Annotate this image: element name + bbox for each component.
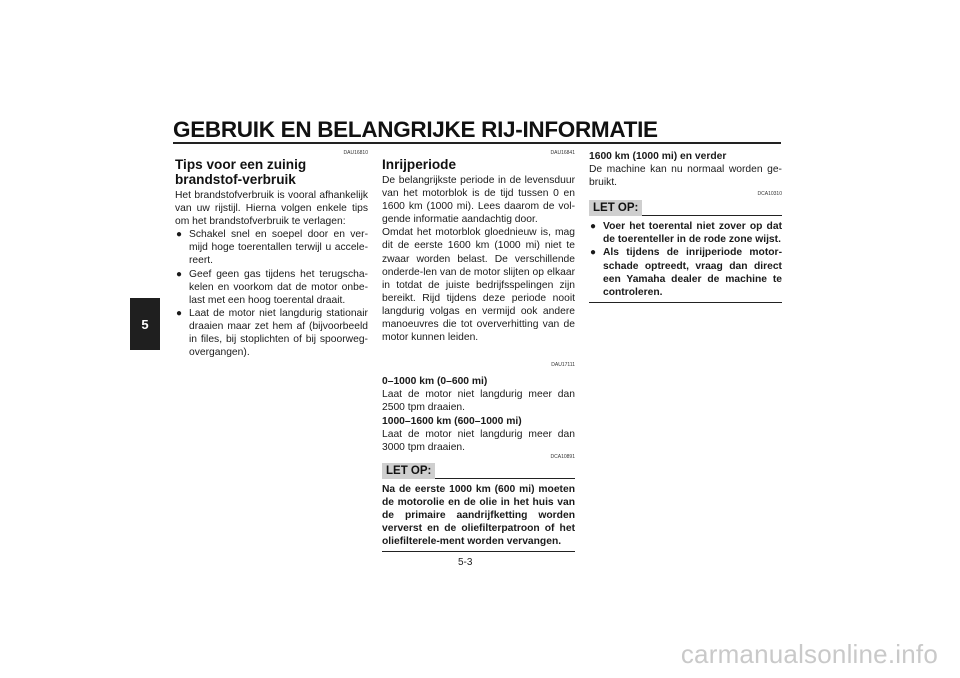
list-item-text: Voer het toerental niet zover op dat de toerenteller in de rode zone wijst. bbox=[603, 221, 782, 246]
column-fuel-tips bbox=[175, 150, 368, 359]
section-heading-fuel-tips: Tips voor een zuinig brandstof-verbruik bbox=[175, 157, 307, 187]
notice-rule bbox=[642, 215, 782, 216]
chapter-tab: 5 bbox=[130, 298, 160, 350]
bullet-icon: ● bbox=[590, 247, 597, 259]
section-code: DCA10310 bbox=[757, 191, 782, 198]
subheading: 1000–1600 km (600–1000 mi) bbox=[382, 415, 522, 427]
page-title: GEBRUIK EN BELANGRIJKE RIJ-INFORMATIE bbox=[173, 117, 658, 142]
column-break-in bbox=[382, 150, 575, 552]
bullet-icon: ● bbox=[176, 268, 183, 280]
list-item bbox=[175, 228, 368, 267]
notice-label: LET OP: bbox=[382, 463, 435, 479]
list-item bbox=[175, 307, 368, 359]
section-code: DCA10891 bbox=[550, 453, 575, 460]
paragraph: Laat de motor niet langdurig meer dan 3000 tpm draaien. bbox=[382, 428, 575, 453]
paragraph: Omdat het motorblok gloednieuw is, mag dit de eerste 1600 km (1000 mi) niet te zwaar worden belast. De verschillende onderde-len van de motor slijten op elkaar in totdat de juiste bedrijfsspelingen zijn bereikt. Rijd tijdens deze periode nooit langdurig volgas en vermijd ook andere manoeuvres die tot oververhitting van de motor kunnen leiden. bbox=[382, 227, 575, 344]
section-code: DAU17111 bbox=[551, 362, 575, 369]
section-code: DAU16841 bbox=[550, 150, 575, 156]
paragraph: Het brandstofverbruik is vooral afhankelijk van uw rijstijl. Hierna volgen enkele tips om het brandstofverbruik te verlagen: bbox=[175, 190, 368, 228]
list-item-text: Als tijdens de inrijperiode motor-schade optreedt, vraag dan direct een Yamaha dealer de machine te controleren. bbox=[603, 247, 782, 298]
tips-list bbox=[175, 228, 368, 359]
section-heading-break-in: Inrijperiode bbox=[382, 157, 457, 172]
section-code: DAU16810 bbox=[343, 150, 368, 156]
title-rule bbox=[173, 142, 781, 144]
notice-label: LET OP: bbox=[589, 200, 642, 216]
subheading: 0–1000 km (0–600 mi) bbox=[382, 376, 488, 388]
list-item-text: Laat de motor niet langdurig stationair draaien maar zet hem af (bijvoorbeeld in files, bij stoplichten of bij spoorweg-overgangen). bbox=[189, 307, 368, 359]
notice-header bbox=[382, 463, 575, 479]
column-after-break-in bbox=[589, 150, 782, 303]
list-item bbox=[589, 246, 782, 298]
paragraph: De belangrijkste periode in de levensduur van het motorblok is de tijd tussen 0 en 1600 km (1000 mi). Lees daarom de vol-gende informatie aandachtig door. bbox=[382, 175, 575, 226]
bullet-icon: ● bbox=[176, 229, 183, 241]
notice-list bbox=[589, 220, 782, 299]
list-item bbox=[589, 220, 782, 246]
paragraph: De machine kan nu normaal worden ge-bruikt. bbox=[589, 164, 782, 189]
subheading: 1600 km (1000 mi) en verder bbox=[589, 151, 727, 162]
notice-body: Na de eerste 1000 km (600 mi) moeten de motorolie en de olie in het huis van de primaire aandrijfketting worden ververst en de oliefilterpatroon of het oliefilterele-ment worden vervangen. bbox=[382, 479, 575, 552]
page-number: 5-3 bbox=[458, 557, 473, 568]
list-item-text: Schakel snel en soepel door en ver-mijd hoge toerentallen terwijl u accele-reert. bbox=[189, 229, 368, 267]
notice-rule bbox=[435, 478, 575, 479]
bullet-icon: ● bbox=[176, 307, 183, 319]
bullet-icon: ● bbox=[590, 221, 597, 233]
notice-body bbox=[589, 216, 782, 303]
paragraph: Laat de motor niet langdurig meer dan 2500 tpm draaien. bbox=[382, 389, 575, 414]
list-item bbox=[175, 268, 368, 307]
list-item-text: Geef geen gas tijdens het terugscha-kelen en voorkom dat de motor onbe-last met een hoog toerental draait. bbox=[189, 268, 368, 306]
watermark: carmanualsonline.info bbox=[680, 639, 938, 669]
notice-header bbox=[589, 200, 782, 216]
